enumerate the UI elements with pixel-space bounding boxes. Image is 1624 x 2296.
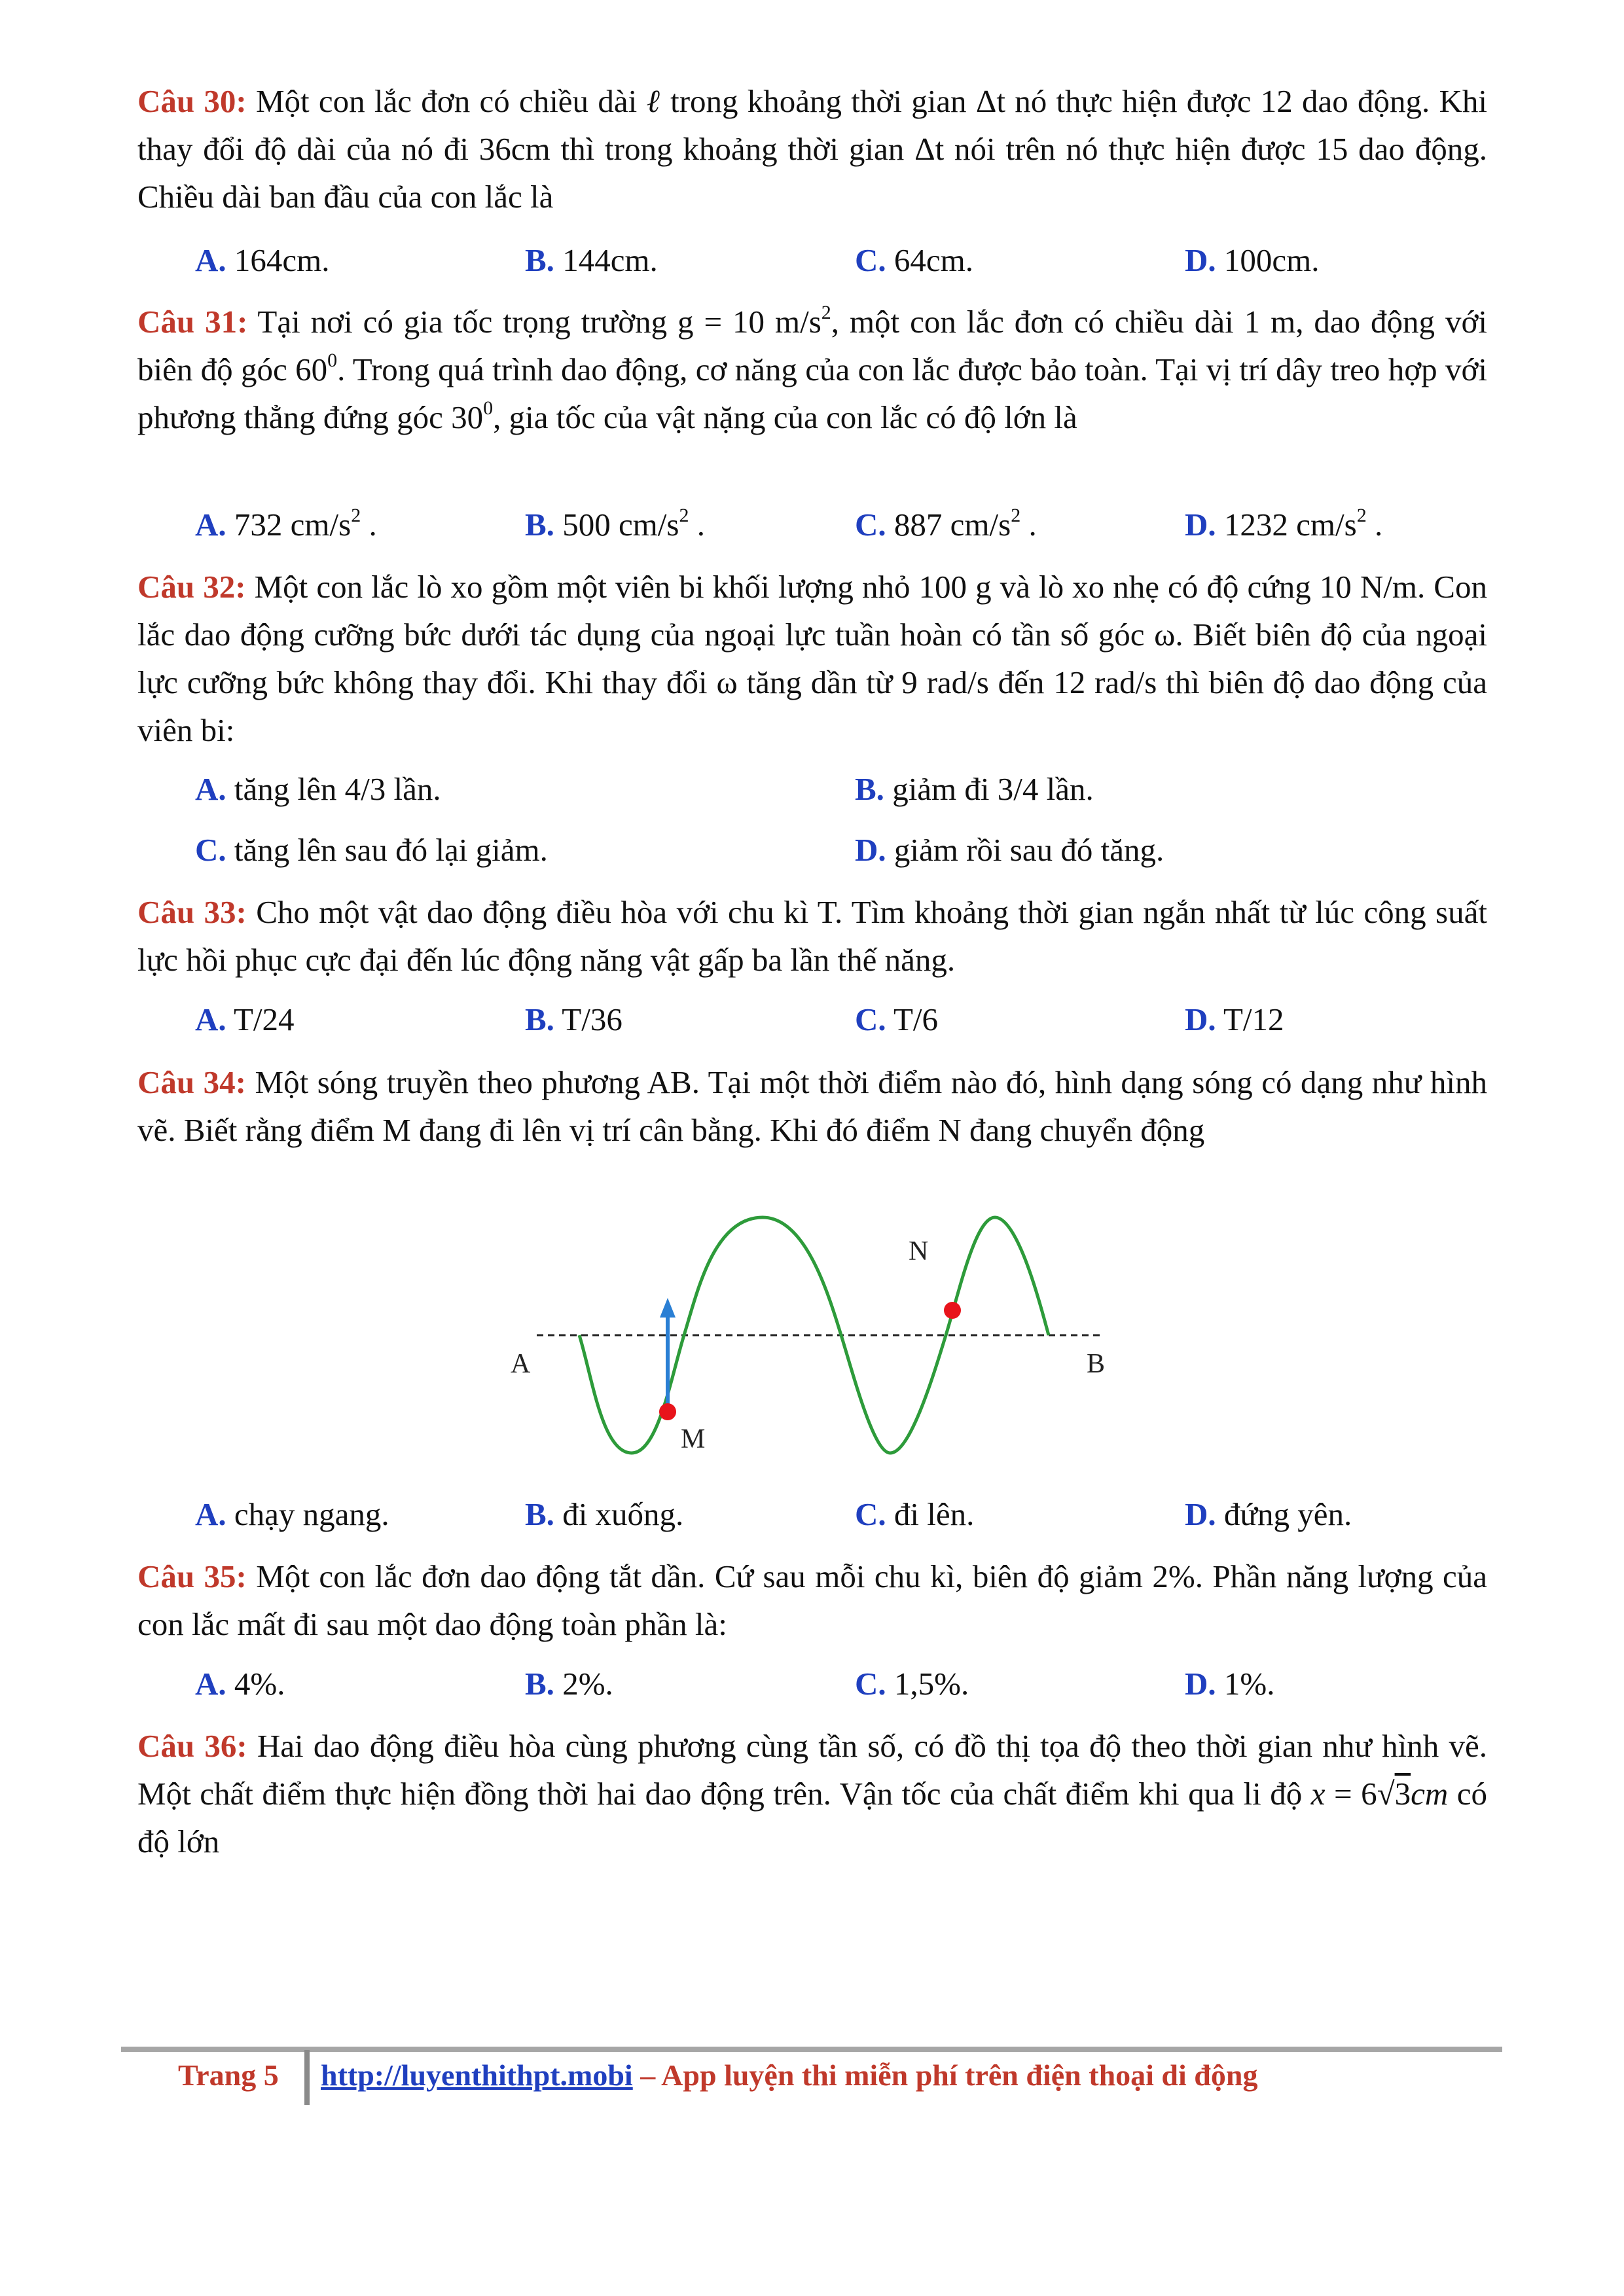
point-n [944,1302,961,1319]
option-d[interactable]: D. 100cm. [1185,242,1320,278]
option-c[interactable]: C. đi lên. [855,1496,975,1532]
question-30-label: Câu 30: [137,83,247,119]
wave-figure [497,1208,1126,1469]
option-a[interactable]: A. 732 $cm/s^2$ . [195,504,377,543]
option-c[interactable]: C. T/6 [855,1001,939,1037]
option-d[interactable]: D. 1232 $cm/s^2$ . [1185,504,1383,543]
option-a[interactable]: A. tăng lên 4/3 lần. [195,771,441,807]
footer-page-number: Trang 5 [178,2058,279,2092]
label-a: A [511,1349,531,1379]
question-32-label: Câu 32: [137,569,246,605]
option-a[interactable]: A. chạy ngang. [195,1496,389,1532]
sqrt-sign: √ [1377,1776,1395,1812]
label-n: N [909,1236,929,1266]
question-30 [137,77,1487,221]
option-d[interactable]: D. đứng yên. [1185,1496,1352,1532]
option-a[interactable]: A. 164cm. [195,242,330,278]
question-33: Câu 33: Cho một vật dao động điều hòa với chu kì T. Tìm khoảng thời gian ngắn nhất từ lúc công suất lực hồi phục cực đại đến lúc động năng vật gấp ba lần thế năng. [137,894,1487,978]
question-31-label: Câu 31: [137,304,248,340]
question-33-label: Câu 33: [137,894,247,930]
option-a[interactable]: A. T/24 [195,1001,295,1037]
option-a[interactable]: A. 4%. [195,1666,285,1702]
footer-text [321,2058,1257,2092]
option-b[interactable]: B. T/36 [525,1001,623,1037]
footer-tagline: – App luyện thi miễn phí trên điện thoại di động [632,2058,1258,2092]
question-34: Câu 34: Một sóng truyền theo phương AB. Tại một thời điểm nào đó, hình dạng sóng có dạng như hình vẽ. Biết rằng điểm M đang đi lên vị trí cân bằng. Khi đó điểm N đang chuyển động [137,1064,1487,1148]
ell-symbol: ℓ [646,82,661,120]
option-b[interactable]: B. 2%. [525,1666,613,1702]
option-c[interactable]: C. tăng lên sau đó lại giảm. [195,832,548,868]
question-35: Câu 35: Một con lắc đơn dao động tắt dần. Cứ sau mỗi chu kì, biên độ giảm 2%. Phần năng lượng của con lắc mất đi sau một dao động toàn phần là: [137,1558,1487,1642]
option-b[interactable]: B. giảm đi 3/4 lần. [855,771,1094,807]
label-b: B [1087,1349,1106,1379]
option-c[interactable]: C. 887 $cm/s^2$ . [855,504,1037,543]
math-root: 3 [1394,1776,1411,1812]
footer-link[interactable]: http://luyenthithpt.mobi [321,2058,633,2092]
footer-separator [304,2050,310,2105]
question-32: Câu 32: Một con lắc lò xo gồm một viên bi khối lượng nhỏ 100 g và lò xo nhẹ có độ cứng 10 N/m. Con lắc dao động cưỡng bức dưới tác dụng của ngoại lực tuần hoàn có tần số góc ω. Biết biên độ của ngoại lực cưỡng bức không thay đổi. Khi thay đổi ω tăng dần từ 9 rad/s đến 12 rad/s thì biên độ dao động của viên bi: [137,569,1487,748]
question-34-label: Câu 34: [137,1064,246,1100]
option-c[interactable]: C. 64cm. [855,242,974,278]
question-31: Câu 31: Tại nơi có gia tốc trọng trường g = 10 $m/s^2$, một con lắc đơn có chiều dài 1 m, dao động với biên độ góc $60^0$. Trong quá trình dao động, cơ năng của con lắc được bảo toàn. Tại vị trí dây treo hợp với phương thẳng đứng góc $30^0$, gia tốc của vật nặng của con lắc có độ lớn là [137,301,1487,435]
option-c[interactable]: C. 1,5%. [855,1666,969,1702]
option-d[interactable]: D. 1%. [1185,1666,1275,1702]
question-30-text-b: trong khoảng thời gian Δt nó thực hiện được 12 dao động. Khi thay đổi độ dài của nó đi 36cm thì trong khoảng thời gian Δt nói trên nó thực hiện được 15 dao động. Chiều dài ban đầu của con lắc là [137,83,1487,215]
math-eq: = 6 [1325,1776,1377,1812]
option-d[interactable]: D. giảm rồi sau đó tăng. [855,832,1164,868]
option-d[interactable]: D. T/12 [1185,1001,1284,1037]
footer-divider [121,2047,1502,2052]
question-35-label: Câu 35: [137,1558,247,1594]
math-unit: cm [1411,1776,1449,1812]
option-b[interactable]: B. đi xuống. [525,1496,684,1532]
question-30-text-a: Một con lắc đơn có chiều dài [246,83,647,119]
option-b[interactable]: B. 500 $cm/s^2$ . [525,504,705,543]
label-m: M [681,1424,706,1454]
option-b[interactable]: B. 144cm. [525,242,658,278]
math-x: x [1310,1776,1326,1812]
question-36: Câu 36: Hai dao động điều hòa cùng phương cùng tần số, có đồ thị tọa độ theo thời gian như hình vẽ. Một chất điểm thực hiện đồng thời hai dao động trên. Vận tốc của chất điểm khi qua li độ x = 6√3cm có độ lớn [137,1728,1487,1859]
velocity-arrowhead [660,1298,676,1318]
question-36-label: Câu 36: [137,1728,247,1764]
point-m [659,1403,676,1420]
